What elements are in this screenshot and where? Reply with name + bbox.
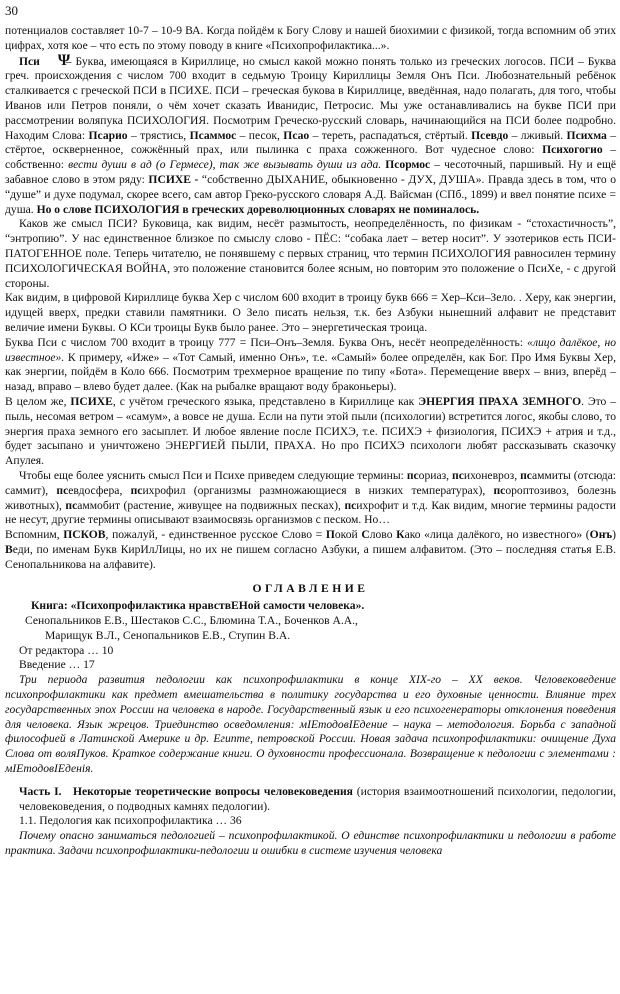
- term: пс: [344, 498, 357, 512]
- toc-entry-1-1: 1.1. Педология как психопрофилактика … 36: [19, 814, 242, 828]
- toc-entry-introduction: Введение … 17: [19, 658, 95, 672]
- text: ихрофил (организмы размножающиеся в низких температурах),: [142, 483, 486, 497]
- term: пс: [452, 468, 464, 482]
- term: Но о слове ПСИХОЛОГИЯ в греческих дореволюционных словарях не поминалось.: [36, 202, 480, 216]
- text: – собственно:: [5, 143, 616, 172]
- text: Вспомним,: [5, 528, 60, 542]
- term: пс: [406, 468, 419, 482]
- psi-lead: Пси: [19, 54, 40, 68]
- text: лово: [369, 528, 393, 542]
- paragraph-8: [5, 528, 616, 572]
- text: – Буква, имеющаяся в Кириллице, но смысл какой можно понять только из греческих логосов. ПСИ – Буква греч. происхождения с числом 700 входит в седьмую Троицу Кириллицы Земля Онъ Пси. Любознательный ребёнок сталкивается с греческой ПСИ в ПСИХЕ. ПСИ – греческая букова в Кириллице, введённая, надо полагать, для того, чтобы Иванов или Петров поняли, о чём хочет сказать Иванидис, Петросис. Мы уже останавливались на букве ПСИ при рассмотрении воляпука ПСИХОЛОГИЯ. Посмотрим Греческо-русский словарь, начинающийся на ПСИ более подробно. Находим Слова:: [5, 54, 616, 142]
- text: окой: [334, 528, 358, 542]
- text: В целом же,: [5, 394, 67, 408]
- part-note: (история взаимоотношений психологии, педологии, человековедения, о подводных камнях педологии).: [19, 784, 616, 813]
- text: – тереть, распадаться, стёртый.: [312, 128, 468, 142]
- italic-text: «лицо далёкое, но известное».: [5, 335, 616, 364]
- toc-heading: ОГЛАВЛЕНИЕ: [252, 582, 369, 596]
- toc-introduction-summary: Три периода развития педологии как психопрофилактики в конце XIX-го – XX веков. Человековедение психопрофилактики как предмет вмешательства в политику государства и его духовные ценности. Влияние трех государственных эпох России на человека в народе. Государственный язык и его психогенераторы отклонения поведения для человека. Язык жрецов. Триединство осведомления: мIЕтодовIЕдение – наука – методология. Борьба с западной философией в Латинской Америке и др. Египте, петровской России. Новая задача психопрофилактики: очищение Духа Слова от воляПуков. Краткое содержание книги. О духовности профессионала. Возвращение к педологии с элементами : мIЕтодовIЕденія.: [5, 673, 616, 776]
- paragraph-psi: [5, 51, 617, 218]
- text: , пожалуй, - единственное русское Слово =: [105, 528, 323, 542]
- term: Онъ: [589, 528, 613, 542]
- toc-part-1: [5, 785, 616, 815]
- paragraph-5: [5, 336, 616, 395]
- text: К примеру, «Иже» – «Тот Самый, именно Онъ», т.е. «Самый» более определён, как Бог. Про Имя Буквы Хер, как энергии, пойдём в Коло 666. Посмотрим трехмерное вращение по типу «Бота». Перемещение вверх – вниз, вперёд – назад, вправо – влево будет далее. (Как на рыбалке вращают воду браконьеры).: [5, 350, 617, 394]
- text: Буква Пси с числом 700 входит в троицу 777 = Пси–Онъ–Земля. Буква Онъ, несёт неопределённость:: [5, 335, 524, 349]
- part-title: Некоторые теоретические вопросы человековедения: [72, 784, 353, 798]
- paragraph-1: потенциалов составляет 10-7 – 10-9 ВА. Когда пойдём к Богу Слову и нашей биохимии с физикой, тогда вспомним об этих цифрах, хотя кое – что есть по этому поводу в книге «Психопрофилактика...».: [5, 24, 616, 52]
- text: ихоневроз,: [463, 468, 518, 482]
- term: Псормос: [385, 158, 431, 172]
- toc-book-title: Книга: «Психопрофилактика нравствЕНой самости человека».: [31, 599, 365, 613]
- text: – чесоточный, паршивый. Ну и ещё забавное слово в этом ряду:: [5, 158, 617, 186]
- text: – песок,: [239, 128, 280, 142]
- paragraph-6: [5, 395, 616, 469]
- toc-authors-line-2: Марищук В.Л., Сенопальников Е.В., Ступин В.А.: [45, 628, 291, 642]
- text: еди, по именам Букв КирИлЛицы, но их не пишем согласно Азбуки, а пишем алфавитом. (Это – последняя статья Е.В. Сенопальникова на алфавите).: [5, 542, 616, 571]
- page-number: 30: [5, 3, 18, 18]
- toc-entry-from-editor: От редактора … 10: [19, 643, 114, 657]
- term: К: [396, 528, 405, 542]
- paragraph-7: [5, 469, 616, 528]
- text: Чтобы еще более уяснить смысл Пси и Психе приведем следующие термины:: [19, 468, 404, 482]
- text: , с учётом греческого языка, представлено в Кириллице как: [112, 394, 415, 408]
- text: – стёртое, оскверненное, сожжённый прах, или пылинка с праха сожженного. Вот чудесное слово:: [5, 128, 616, 157]
- text: ихрофит и т.д. Как видим, многие термины радости не несут, другие термины описывают взаимосвязь организмов с песком. Но…: [5, 498, 616, 527]
- text: ): [612, 528, 617, 542]
- text: ороптозивоз, болезнь животных),: [5, 483, 617, 512]
- text: ако «лица далёкого, но известного» (: [404, 528, 590, 542]
- term: Псао: [283, 128, 310, 142]
- toc-authors-line-1: Сенопальников Е.В., Шестаков С.С., Блюмина Т.А., Боченков А.А.,: [25, 614, 358, 628]
- term: Психма: [566, 128, 607, 142]
- term: пс: [493, 483, 506, 497]
- term: пс: [130, 483, 143, 497]
- term: пс: [56, 483, 69, 497]
- term: В: [5, 542, 13, 556]
- term: Псарио: [88, 128, 128, 142]
- paragraph-3: Каков же смысл ПСИ? Буковица, как видим, несёт размытость, неопределённость, по физикам - “стохастичность”, “энтропию”. У нас единственное близкое по смыслу слово - ПЁС: “собака лает – ветер носит”. У эзотериков есть ПСИ-ПАТОГЕННОЕ поле. Теперь читателю, не понявшему с первых страниц, что термин ПСИХОЛОГИЯ равносилен термину ПСИХОЛОГИЧЕСКАЯ ВОЙНА, это положение становится более ясным, но повторим это положение о ПсиХе, - с другой стороны.: [5, 217, 616, 290]
- toc-entry-1-1-summary: Почему опасно заниматься педологией – психопрофилактикой. О единстве психопрофилактики и педологии в работе практика. Задачи психопрофилактики-педологии и ошибки в системе изучения человека: [5, 829, 616, 858]
- term: ПСКОВ: [63, 528, 106, 542]
- psi-glyph-icon: Ψ: [57, 51, 71, 69]
- term: П: [325, 528, 335, 542]
- term: Псаммос: [189, 128, 237, 142]
- text: – трястись,: [130, 128, 187, 142]
- text: – лживый.: [511, 128, 564, 142]
- text: . Это – пыль, несомая ветром – «самум», а вовсе не душа. Если на пути этой пыли (психологии) встретится логос, якобы слово, то энергия праха земного его засыплет. И любое явление после ПСИХЭ, т.е. ПСИХЭ + физиология, ПСИХЭ + атрия и т.д., будет засыпано и уничтожено ЭНЕРГИЕЙ ПЫЛИ, ПРАХА. Но про ПСИХЭ психологи любят рассказывать сказочку Апулея.: [5, 394, 616, 468]
- term: ПСИХЕ -: [148, 172, 199, 186]
- text: ориаз,: [418, 468, 450, 482]
- text: “собственно ДЫХАНИЕ, обыкновенно - ДУХ, ДУША». Правда здесь в том, что о “душе” и духе подумал, скорее всего, сам автор Греко-русского словаря А.Д. Вайсман (СПб., 1899) и ввел понятие психе = душа.: [5, 172, 616, 216]
- term: Психогогио: [542, 143, 603, 157]
- text: аммобит (растение, живущее на подвижных песках),: [77, 498, 341, 512]
- term: ПСИХЕ: [70, 394, 113, 408]
- text: аммиты (отсюда: саммит),: [5, 468, 616, 497]
- term: пс: [520, 468, 532, 482]
- term: ЭНЕРГИЯ ПРАХА ЗЕМНОГО: [418, 394, 582, 408]
- text: евдосфера,: [68, 483, 123, 497]
- paragraph-4: Как видим, в цифровой Кириллице буква Хер с числом 600 входит в троицу букв 666 = Хер–Кси–Зело. . Херу, как энергии, идущей вверх, предки ставили памятники. О Зело писать нельзя, т.к. без Азбуки нынешний алфавит не представит величие имени Буквы. О КСи троицы Букв было ранее. Это – энергетическая троица.: [5, 291, 616, 334]
- part-label: Часть I.: [19, 784, 62, 798]
- italic-text: вести души в ад (о Гермесе), так же вызывать души из ада.: [68, 158, 382, 172]
- term: пс: [65, 498, 78, 512]
- term: Псевдо: [471, 128, 509, 142]
- term: С: [361, 528, 370, 542]
